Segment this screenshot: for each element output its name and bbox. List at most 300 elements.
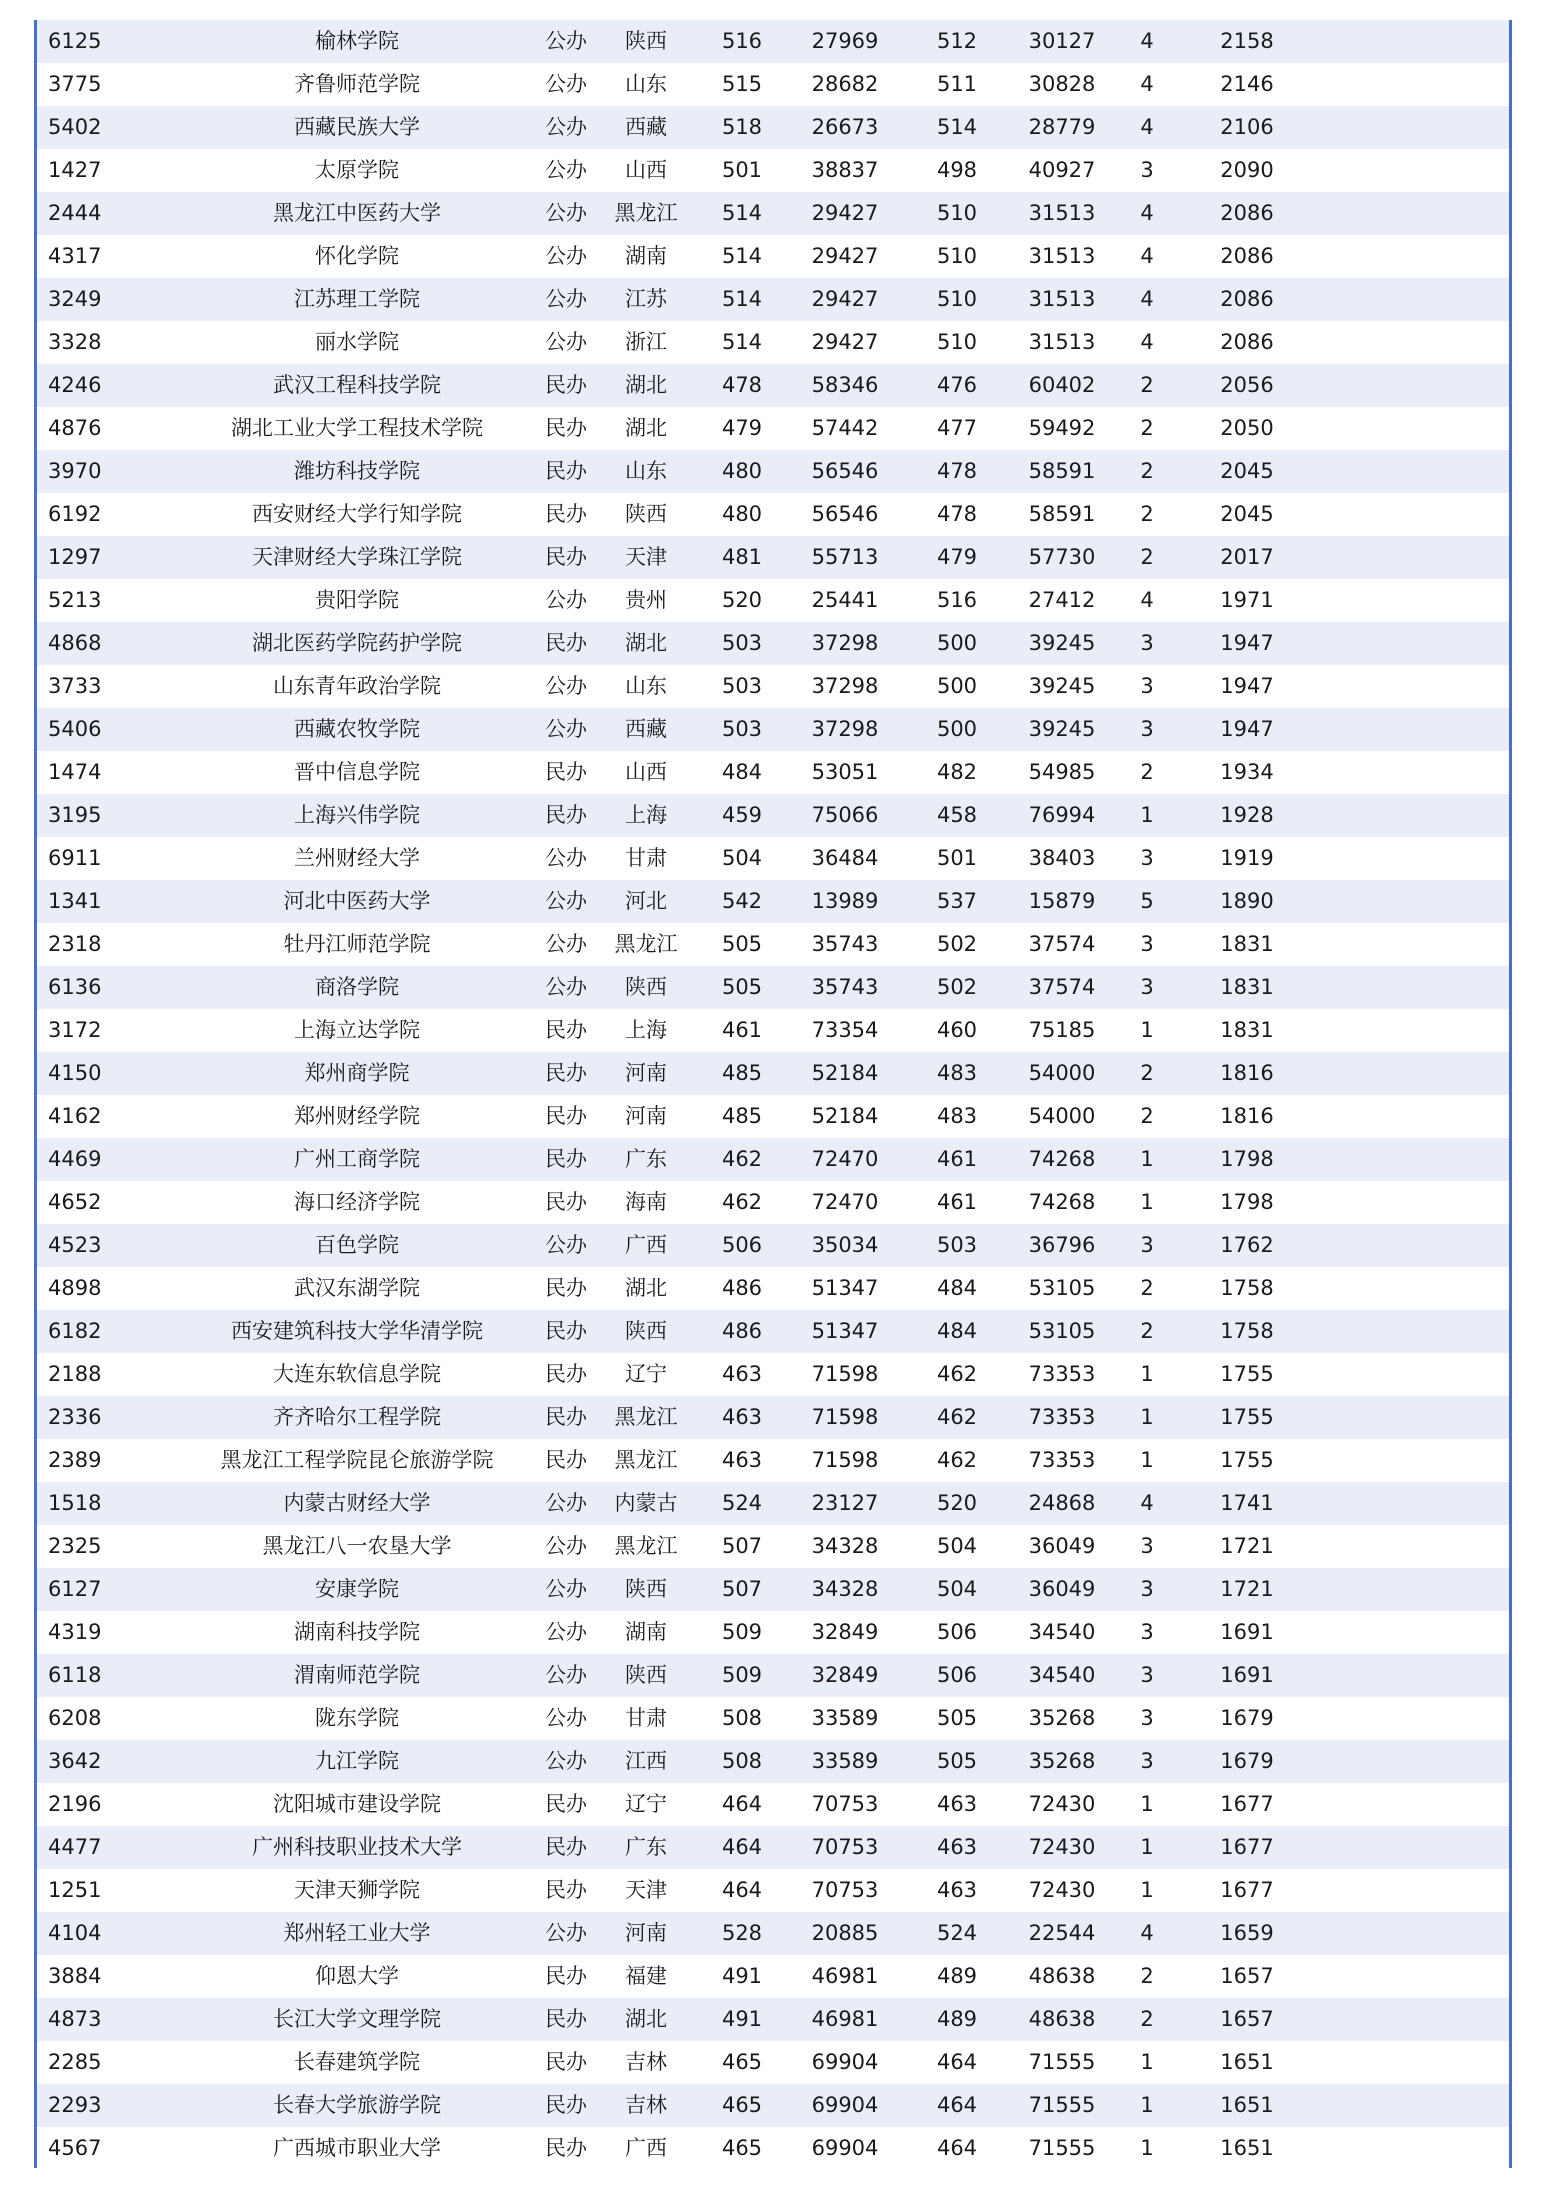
table-row [37, 794, 1509, 837]
count-cell: 1691 [1220, 1620, 1274, 1644]
count-cell: 1651 [1220, 2136, 1274, 2160]
province-cell: 甘肃 [625, 1706, 667, 1730]
rank-b-cell: 31513 [1028, 201, 1096, 225]
school-name-cell: 沈阳城市建设学院 [273, 1792, 441, 1816]
level-cell: 4 [1140, 29, 1154, 53]
count-cell: 2106 [1220, 115, 1274, 139]
score-b-cell: 489 [936, 2007, 978, 2031]
school-type-cell: 公办 [545, 674, 587, 698]
school-code-cell: 4652 [48, 1190, 102, 1214]
province-cell: 广西 [625, 2136, 667, 2160]
province-cell: 陕西 [625, 1319, 667, 1343]
rank-a-cell: 58346 [811, 373, 879, 397]
rank-b-cell: 54000 [1028, 1104, 1096, 1128]
rank-b-cell: 27412 [1028, 588, 1096, 612]
level-cell: 3 [1140, 1233, 1154, 1257]
school-type-cell: 民办 [545, 459, 587, 483]
score-b-cell: 477 [936, 416, 978, 440]
rank-b-cell: 72430 [1028, 1878, 1096, 1902]
province-cell: 河南 [625, 1061, 667, 1085]
count-cell: 2086 [1220, 201, 1274, 225]
province-cell: 山东 [625, 459, 667, 483]
score-b-cell: 506 [936, 1663, 978, 1687]
province-cell: 湖北 [625, 416, 667, 440]
count-cell: 1659 [1220, 1921, 1274, 1945]
level-cell: 4 [1140, 588, 1154, 612]
rank-b-cell: 39245 [1028, 717, 1096, 741]
table-row [37, 1138, 1509, 1181]
school-name-cell: 武汉东湖学院 [294, 1276, 420, 1300]
school-type-cell: 公办 [545, 1534, 587, 1558]
school-name-cell: 贵阳学院 [315, 588, 399, 612]
table-row [37, 1353, 1509, 1396]
rank-a-cell: 69904 [811, 2050, 879, 2074]
school-code-cell: 2196 [48, 1792, 102, 1816]
school-type-cell: 民办 [545, 1362, 587, 1386]
rank-a-cell: 70753 [811, 1878, 879, 1902]
count-cell: 2056 [1220, 373, 1274, 397]
count-cell: 2086 [1220, 287, 1274, 311]
table-row [37, 1568, 1509, 1611]
score-b-cell: 478 [936, 459, 978, 483]
school-type-cell: 公办 [545, 330, 587, 354]
school-name-cell: 陇东学院 [315, 1706, 399, 1730]
level-cell: 3 [1140, 1534, 1154, 1558]
level-cell: 1 [1140, 1792, 1154, 1816]
table-row [37, 1912, 1509, 1955]
rank-a-cell: 55713 [811, 545, 879, 569]
rank-a-cell: 35743 [811, 975, 879, 999]
rank-b-cell: 37574 [1028, 932, 1096, 956]
rank-a-cell: 69904 [811, 2136, 879, 2160]
school-type-cell: 公办 [545, 1233, 587, 1257]
count-cell: 1798 [1220, 1190, 1274, 1214]
score-b-cell: 501 [936, 846, 978, 870]
school-name-cell: 黑龙江八一农垦大学 [262, 1534, 452, 1558]
rank-a-cell: 26673 [811, 115, 879, 139]
school-code-cell: 6136 [48, 975, 102, 999]
count-cell: 1947 [1220, 631, 1274, 655]
school-name-cell: 上海兴伟学院 [294, 803, 420, 827]
table-row [37, 1009, 1509, 1052]
score-b-cell: 464 [936, 2136, 978, 2160]
rank-b-cell: 22544 [1028, 1921, 1096, 1945]
rank-b-cell: 73353 [1028, 1448, 1096, 1472]
school-type-cell: 民办 [545, 545, 587, 569]
level-cell: 1 [1140, 1405, 1154, 1429]
rank-a-cell: 37298 [811, 674, 879, 698]
rank-b-cell: 60402 [1028, 373, 1096, 397]
rank-a-cell: 52184 [811, 1104, 879, 1128]
province-cell: 吉林 [625, 2050, 667, 2074]
rank-b-cell: 48638 [1028, 2007, 1096, 2031]
count-cell: 2146 [1220, 72, 1274, 96]
rank-b-cell: 34540 [1028, 1620, 1096, 1644]
count-cell: 1816 [1220, 1061, 1274, 1085]
school-type-cell: 民办 [545, 2093, 587, 2117]
province-cell: 山西 [625, 760, 667, 784]
school-name-cell: 广州工商学院 [294, 1147, 420, 1171]
province-cell: 河北 [625, 889, 667, 913]
rank-a-cell: 27969 [811, 29, 879, 53]
rank-a-cell: 69904 [811, 2093, 879, 2117]
school-name-cell: 太原学院 [315, 158, 399, 182]
province-cell: 黑龙江 [614, 1448, 678, 1472]
score-b-cell: 461 [936, 1147, 978, 1171]
rank-a-cell: 75066 [811, 803, 879, 827]
school-type-cell: 公办 [545, 115, 587, 139]
table-row [37, 1783, 1509, 1826]
province-cell: 湖南 [625, 1620, 667, 1644]
score-a-cell: 491 [721, 2007, 763, 2031]
school-type-cell: 民办 [545, 1405, 587, 1429]
school-type-cell: 公办 [545, 717, 587, 741]
score-a-cell: 518 [721, 115, 763, 139]
level-cell: 4 [1140, 1921, 1154, 1945]
count-cell: 1657 [1220, 2007, 1274, 2031]
count-cell: 1679 [1220, 1749, 1274, 1773]
rank-b-cell: 30828 [1028, 72, 1096, 96]
school-type-cell: 公办 [545, 1577, 587, 1601]
score-a-cell: 542 [721, 889, 763, 913]
rank-a-cell: 53051 [811, 760, 879, 784]
score-b-cell: 476 [936, 373, 978, 397]
school-type-cell: 公办 [545, 889, 587, 913]
count-cell: 1651 [1220, 2093, 1274, 2117]
score-a-cell: 514 [721, 244, 763, 268]
count-cell: 2158 [1220, 29, 1274, 53]
table-row [37, 1955, 1509, 1998]
school-code-cell: 1297 [48, 545, 102, 569]
school-type-cell: 公办 [545, 975, 587, 999]
rank-a-cell: 52184 [811, 1061, 879, 1085]
score-a-cell: 464 [721, 1878, 763, 1902]
school-type-cell: 公办 [545, 201, 587, 225]
school-name-cell: 齐鲁师范学院 [294, 72, 420, 96]
province-cell: 湖南 [625, 244, 667, 268]
province-cell: 山东 [625, 674, 667, 698]
score-a-cell: 484 [721, 760, 763, 784]
score-b-cell: 510 [936, 244, 978, 268]
rank-a-cell: 51347 [811, 1276, 879, 1300]
score-b-cell: 514 [936, 115, 978, 139]
province-cell: 福建 [625, 1964, 667, 1988]
table-row [37, 407, 1509, 450]
level-cell: 1 [1140, 1147, 1154, 1171]
score-a-cell: 514 [721, 201, 763, 225]
score-a-cell: 514 [721, 330, 763, 354]
school-type-cell: 民办 [545, 1018, 587, 1042]
province-cell: 吉林 [625, 2093, 667, 2117]
school-code-cell: 3970 [48, 459, 102, 483]
count-cell: 1741 [1220, 1491, 1274, 1515]
school-code-cell: 2389 [48, 1448, 102, 1472]
score-b-cell: 504 [936, 1534, 978, 1558]
table-row [37, 1826, 1509, 1869]
rank-a-cell: 46981 [811, 2007, 879, 2031]
rank-b-cell: 76994 [1028, 803, 1096, 827]
school-name-cell: 郑州商学院 [304, 1061, 410, 1085]
table-row [37, 2084, 1509, 2127]
score-b-cell: 506 [936, 1620, 978, 1644]
count-cell: 1679 [1220, 1706, 1274, 1730]
score-a-cell: 479 [721, 416, 763, 440]
school-type-cell: 公办 [545, 1749, 587, 1773]
school-type-cell: 公办 [545, 158, 587, 182]
province-cell: 天津 [625, 1878, 667, 1902]
score-a-cell: 507 [721, 1577, 763, 1601]
school-name-cell: 江苏理工学院 [294, 287, 420, 311]
score-a-cell: 485 [721, 1061, 763, 1085]
score-b-cell: 484 [936, 1319, 978, 1343]
table-row [37, 622, 1509, 665]
rank-b-cell: 34540 [1028, 1663, 1096, 1687]
rank-a-cell: 72470 [811, 1190, 879, 1214]
rank-b-cell: 58591 [1028, 502, 1096, 526]
school-name-cell: 九江学院 [315, 1749, 399, 1773]
school-code-cell: 4246 [48, 373, 102, 397]
table-row [37, 321, 1509, 364]
rank-b-cell: 54000 [1028, 1061, 1096, 1085]
score-b-cell: 458 [936, 803, 978, 827]
school-name-cell: 潍坊科技学院 [294, 459, 420, 483]
rank-b-cell: 36796 [1028, 1233, 1096, 1257]
school-name-cell: 上海立达学院 [294, 1018, 420, 1042]
level-cell: 2 [1140, 502, 1154, 526]
province-cell: 湖北 [625, 1276, 667, 1300]
table-row [37, 1439, 1509, 1482]
province-cell: 黑龙江 [614, 932, 678, 956]
rank-a-cell: 29427 [811, 287, 879, 311]
school-type-cell: 民办 [545, 1878, 587, 1902]
school-name-cell: 晋中信息学院 [294, 760, 420, 784]
rank-a-cell: 34328 [811, 1534, 879, 1558]
count-cell: 1831 [1220, 975, 1274, 999]
school-code-cell: 6911 [48, 846, 102, 870]
rank-a-cell: 37298 [811, 717, 879, 741]
school-type-cell: 民办 [545, 1147, 587, 1171]
level-cell: 1 [1140, 803, 1154, 827]
table-row [37, 364, 1509, 407]
table-row [37, 278, 1509, 321]
table-row [37, 1998, 1509, 2041]
level-cell: 2 [1140, 416, 1154, 440]
level-cell: 1 [1140, 2050, 1154, 2074]
rank-a-cell: 33589 [811, 1706, 879, 1730]
level-cell: 3 [1140, 1663, 1154, 1687]
rank-b-cell: 71555 [1028, 2136, 1096, 2160]
school-name-cell: 河北中医药大学 [283, 889, 431, 913]
level-cell: 4 [1140, 287, 1154, 311]
score-a-cell: 486 [721, 1276, 763, 1300]
school-type-cell: 公办 [545, 287, 587, 311]
province-cell: 湖北 [625, 373, 667, 397]
rank-b-cell: 36049 [1028, 1534, 1096, 1558]
school-code-cell: 4150 [48, 1061, 102, 1085]
school-name-cell: 大连东软信息学院 [273, 1362, 441, 1386]
score-b-cell: 483 [936, 1061, 978, 1085]
table-row [37, 20, 1509, 63]
province-cell: 陕西 [625, 975, 667, 999]
province-cell: 辽宁 [625, 1362, 667, 1386]
table-row [37, 63, 1509, 106]
level-cell: 3 [1140, 1706, 1154, 1730]
rank-a-cell: 20885 [811, 1921, 879, 1945]
score-a-cell: 503 [721, 631, 763, 655]
rank-a-cell: 29427 [811, 330, 879, 354]
school-type-cell: 公办 [545, 932, 587, 956]
score-b-cell: 479 [936, 545, 978, 569]
school-code-cell: 4477 [48, 1835, 102, 1859]
province-cell: 广东 [625, 1147, 667, 1171]
score-b-cell: 500 [936, 631, 978, 655]
score-a-cell: 481 [721, 545, 763, 569]
school-code-cell: 4319 [48, 1620, 102, 1644]
score-a-cell: 509 [721, 1620, 763, 1644]
rank-b-cell: 72430 [1028, 1792, 1096, 1816]
school-code-cell: 1474 [48, 760, 102, 784]
score-a-cell: 465 [721, 2093, 763, 2117]
score-a-cell: 465 [721, 2050, 763, 2074]
score-b-cell: 463 [936, 1878, 978, 1902]
score-a-cell: 516 [721, 29, 763, 53]
level-cell: 2 [1140, 1964, 1154, 1988]
school-code-cell: 4469 [48, 1147, 102, 1171]
score-b-cell: 510 [936, 201, 978, 225]
table-row [37, 536, 1509, 579]
score-a-cell: 503 [721, 674, 763, 698]
province-cell: 河南 [625, 1921, 667, 1945]
rank-a-cell: 28682 [811, 72, 879, 96]
table-row [37, 1697, 1509, 1740]
school-code-cell: 6127 [48, 1577, 102, 1601]
level-cell: 3 [1140, 846, 1154, 870]
count-cell: 2045 [1220, 459, 1274, 483]
rank-b-cell: 31513 [1028, 244, 1096, 268]
count-cell: 1971 [1220, 588, 1274, 612]
school-code-cell: 3328 [48, 330, 102, 354]
province-cell: 浙江 [625, 330, 667, 354]
table-row [37, 1052, 1509, 1095]
rank-a-cell: 36484 [811, 846, 879, 870]
level-cell: 5 [1140, 889, 1154, 913]
level-cell: 3 [1140, 158, 1154, 182]
level-cell: 2 [1140, 545, 1154, 569]
school-type-cell: 公办 [545, 244, 587, 268]
school-type-cell: 民办 [545, 1276, 587, 1300]
count-cell: 1758 [1220, 1276, 1274, 1300]
school-name-cell: 榆林学院 [315, 29, 399, 53]
score-b-cell: 520 [936, 1491, 978, 1515]
rank-a-cell: 56546 [811, 502, 879, 526]
table-row [37, 1224, 1509, 1267]
table-row [37, 1267, 1509, 1310]
school-type-cell: 民办 [545, 1964, 587, 1988]
province-cell: 上海 [625, 1018, 667, 1042]
table-row [37, 1396, 1509, 1439]
school-name-cell: 西安建筑科技大学华清学院 [231, 1319, 483, 1343]
school-type-cell: 民办 [545, 631, 587, 655]
score-a-cell: 478 [721, 373, 763, 397]
table-row [37, 149, 1509, 192]
level-cell: 2 [1140, 459, 1154, 483]
table-row [37, 1095, 1509, 1138]
school-name-cell: 仰恩大学 [315, 1964, 399, 1988]
score-a-cell: 464 [721, 1835, 763, 1859]
school-name-cell: 山东青年政治学院 [273, 674, 441, 698]
rank-b-cell: 24868 [1028, 1491, 1096, 1515]
rank-a-cell: 46981 [811, 1964, 879, 1988]
count-cell: 1755 [1220, 1448, 1274, 1472]
score-a-cell: 505 [721, 975, 763, 999]
school-name-cell: 武汉工程科技学院 [273, 373, 441, 397]
school-code-cell: 2188 [48, 1362, 102, 1386]
score-b-cell: 510 [936, 330, 978, 354]
school-code-cell: 2325 [48, 1534, 102, 1558]
level-cell: 1 [1140, 1878, 1154, 1902]
school-type-cell: 公办 [545, 846, 587, 870]
school-name-cell: 长春大学旅游学院 [273, 2093, 441, 2117]
school-name-cell: 湖北工业大学工程技术学院 [231, 416, 483, 440]
province-cell: 甘肃 [625, 846, 667, 870]
score-b-cell: 537 [936, 889, 978, 913]
count-cell: 1831 [1220, 932, 1274, 956]
level-cell: 1 [1140, 2136, 1154, 2160]
rank-b-cell: 35268 [1028, 1749, 1096, 1773]
score-a-cell: 459 [721, 803, 763, 827]
school-code-cell: 6208 [48, 1706, 102, 1730]
level-cell: 1 [1140, 1448, 1154, 1472]
count-cell: 1928 [1220, 803, 1274, 827]
school-code-cell: 3642 [48, 1749, 102, 1773]
school-name-cell: 长江大学文理学院 [273, 2007, 441, 2031]
count-cell: 1721 [1220, 1577, 1274, 1601]
school-name-cell: 牡丹江师范学院 [283, 932, 431, 956]
score-b-cell: 500 [936, 674, 978, 698]
school-name-cell: 郑州财经学院 [294, 1104, 420, 1128]
score-a-cell: 528 [721, 1921, 763, 1945]
count-cell: 1934 [1220, 760, 1274, 784]
count-cell: 1947 [1220, 717, 1274, 741]
level-cell: 4 [1140, 1491, 1154, 1515]
table-row [37, 1611, 1509, 1654]
level-cell: 2 [1140, 2007, 1154, 2031]
province-cell: 湖北 [625, 2007, 667, 2031]
school-type-cell: 公办 [545, 72, 587, 96]
rank-b-cell: 73353 [1028, 1362, 1096, 1386]
count-cell: 1721 [1220, 1534, 1274, 1558]
rank-a-cell: 70753 [811, 1792, 879, 1816]
rank-a-cell: 33589 [811, 1749, 879, 1773]
school-name-cell: 怀化学院 [315, 244, 399, 268]
count-cell: 1890 [1220, 889, 1274, 913]
table-row [37, 665, 1509, 708]
data-table [34, 20, 1512, 2168]
score-a-cell: 505 [721, 932, 763, 956]
count-cell: 1755 [1220, 1362, 1274, 1386]
school-code-cell: 2293 [48, 2093, 102, 2117]
count-cell: 1755 [1220, 1405, 1274, 1429]
province-cell: 西藏 [625, 115, 667, 139]
school-code-cell: 3733 [48, 674, 102, 698]
school-type-cell: 公办 [545, 1706, 587, 1730]
score-a-cell: 462 [721, 1190, 763, 1214]
rank-a-cell: 35034 [811, 1233, 879, 1257]
school-type-cell: 民办 [545, 1190, 587, 1214]
school-code-cell: 4567 [48, 2136, 102, 2160]
school-type-cell: 民办 [545, 2136, 587, 2160]
rank-b-cell: 74268 [1028, 1190, 1096, 1214]
